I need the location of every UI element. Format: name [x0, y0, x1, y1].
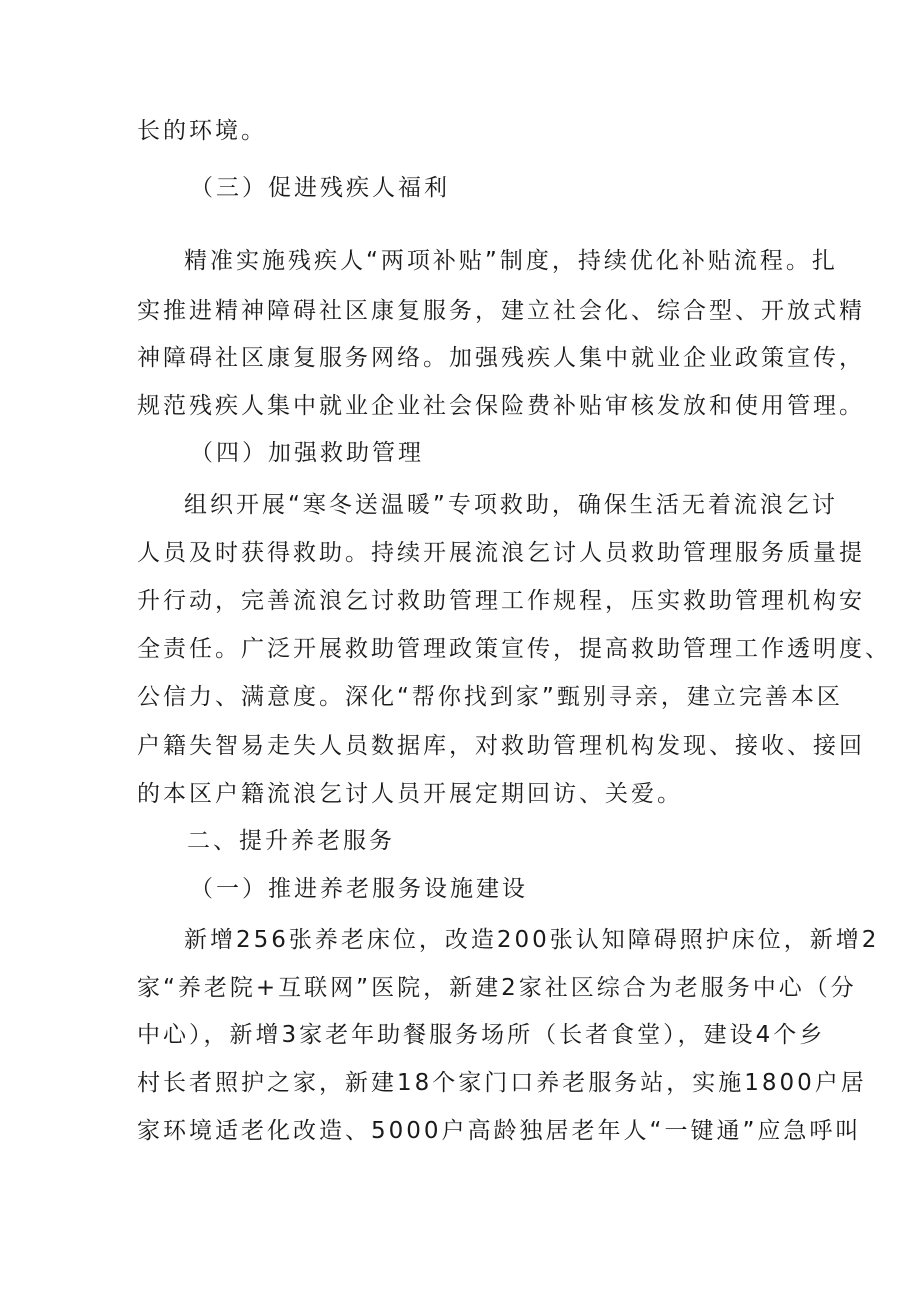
body-text-line: 全责任。广泛开展救助管理政策宣传，提高救助管理工作透明度、	[137, 636, 891, 662]
body-text-line: 精准实施残疾人“两项补贴”制度，持续优化补贴流程。扎	[184, 248, 838, 274]
body-text-line: 的本区户籍流浪乞讨人员开展定期回访、关爱。	[137, 781, 683, 807]
section-heading: （一）推进养老服务设施建设	[190, 876, 528, 902]
body-text-line: 村长者照护之家，新建18个家门口养老服务站，实施1800户居	[137, 1070, 867, 1096]
section-heading: （四）加强救助管理	[190, 440, 424, 466]
body-text-line: 中心），新增3家老年助餐服务场所（长者食堂），建设4个乡	[137, 1022, 826, 1048]
body-text-line: 长的环境。	[137, 118, 267, 144]
body-text-line: 户籍失智易走失人员数据库，对救助管理机构发现、接收、接回	[137, 733, 865, 759]
body-text-line: 规范残疾人集中就业企业社会保险费补贴审核发放和使用管理。	[137, 393, 865, 419]
body-text-line: 神障碍社区康复服务网络。加强残疾人集中就业企业政策宣传，	[137, 345, 865, 371]
section-heading: （三）促进残疾人福利	[190, 175, 450, 201]
body-text-line: 实推进精神障碍社区康复服务，建立社会化、综合型、开放式精	[137, 298, 865, 324]
body-text-line: 新增256张养老床位，改造200张认知障碍照护床位，新增2	[184, 927, 880, 953]
body-text-line: 公信力、满意度。深化“帮你找到家”甄别寻亲，建立完善本区	[137, 684, 843, 710]
body-text-line: 人员及时获得救助。持续开展流浪乞讨人员救助管理服务质量提	[137, 540, 865, 566]
body-text-line: 家“养老院+互联网”医院，新建2家社区综合为老服务中心（分	[137, 975, 857, 1001]
chapter-heading: 二、提升养老服务	[187, 828, 395, 854]
body-text-line: 组织开展“寒冬送温暖”专项救助，确保生活无着流浪乞讨	[184, 492, 838, 518]
body-text-line: 家环境适老化改造、5000户高龄独居老年人“一键通”应急呼叫	[137, 1118, 862, 1144]
body-text-line: 升行动，完善流浪乞讨救助管理工作规程，压实救助管理机构安	[137, 588, 865, 614]
